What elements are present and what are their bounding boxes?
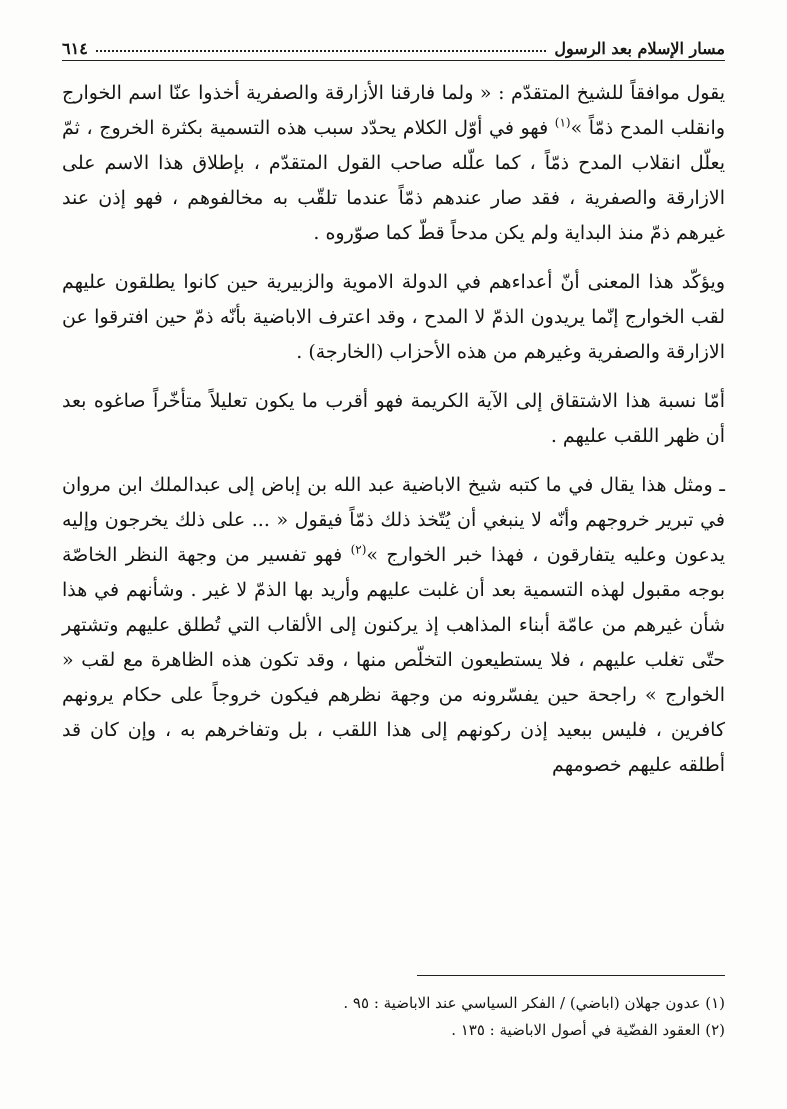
paragraph: يقول موافقاً للشيخ المتقدّم : « ولما فارقنا الأزارقة والصفرية أخذوا عنّا اسم الخوارج وانقلب المدح ذمّاً »$^{(١)}$ فهو في أوّل الكلام يحدّد سبب هذه التسمية بكثرة الخروج ، ثمّ يعلّل انقلاب المدح ذمّاً ، كما علّله صاحب القول المتقدّم ، بإطلاق هذا الاسم على الازارقة والصفرية ، فقد صار عندهم ذمّاً عندما تلقّب به مخالفوهم ، فهو إذن عند غيرهم ذمّ منذ البداية ولم يكن مدحاً قطّ كما صوّروه . <box>62 82 725 244</box>
footnote-ref[interactable]: (٢) <box>350 542 367 557</box>
footnote-rule <box>417 975 725 976</box>
main-text <box>62 76 725 797</box>
running-title: مسار الإسلام بعد الرسول <box>554 39 725 58</box>
footnote: (١) عدون جهلان (اباضي) / الفكر السياسي عند الاباضية : ٩٥ . <box>343 994 725 1012</box>
paragraph: ـ ومثل هذا يقال في ما كتبه شيخ الاباضية عبد الله بن إباض إلى عبدالملك ابن مروان في تبرير خروجهم وأنّه لا ينبغي أن يُتّخذ ذلك ذمّاً فيقول « ... على ذلك يخرجون وإليه يدعون وعليه يتفارقون ، فهذا خبر الخوارج »$^{(٢)}$ فهو تفسير من وجهة النظر الخاصّة بوجه مقبول لهذه التسمية بعد أن غلبت عليهم وأريد بها الذمّ لا غير . وشأنهم في هذا شأن غيرهم من عامّة أبناء المذاهب إذ يركنون إلى الألقاب التي تُطلق عليهم وتشتهر حتّى تغلب عليهم ، فلا يستطيعون التخلّص منها ، وقد تكون هذه الظاهرة مع لقب « الخوارج » راجحة حين يفسّرونه من وجهة نظرهم فيكون خروجاً على حكام يرونهم كافرين ، فليس ببعيد إذن ركونهم إلى هذا اللقب ، بل وتفاخرهم به ، وإن كان قد أطلقه عليهم خصومهم <box>62 474 725 776</box>
footnote: (٢) العقود الفضّية في أصول الاباضية : ١٣٥ . <box>451 1021 725 1039</box>
header-dot-leader <box>96 50 547 52</box>
paragraph: أمّا نسبة هذا الاشتقاق إلى الآية الكريمة فهو أقرب ما يكون تعليلاً متأخّراً صاغوه بعد أن ظهر اللقب عليهم . <box>62 390 725 447</box>
header-rule <box>62 60 725 61</box>
page-number: ٦١٤ <box>62 39 88 58</box>
running-header <box>62 28 725 58</box>
footnote-ref[interactable]: (١) <box>554 115 571 130</box>
paragraph: ويؤكّد هذا المعنى أنّ أعداءهم في الدولة الاموية والزبيرية حين كانوا يطلقون عليهم لقب الخوارج إنّما يريدون الذمّ لا المدح ، وقد اعترف الاباضية بأنّه ذمّ حين افترقوا عن الازارقة والصفرية وغيرهم من هذه الأحزاب (الخارجة) . <box>62 271 725 363</box>
footnotes <box>62 990 725 1044</box>
